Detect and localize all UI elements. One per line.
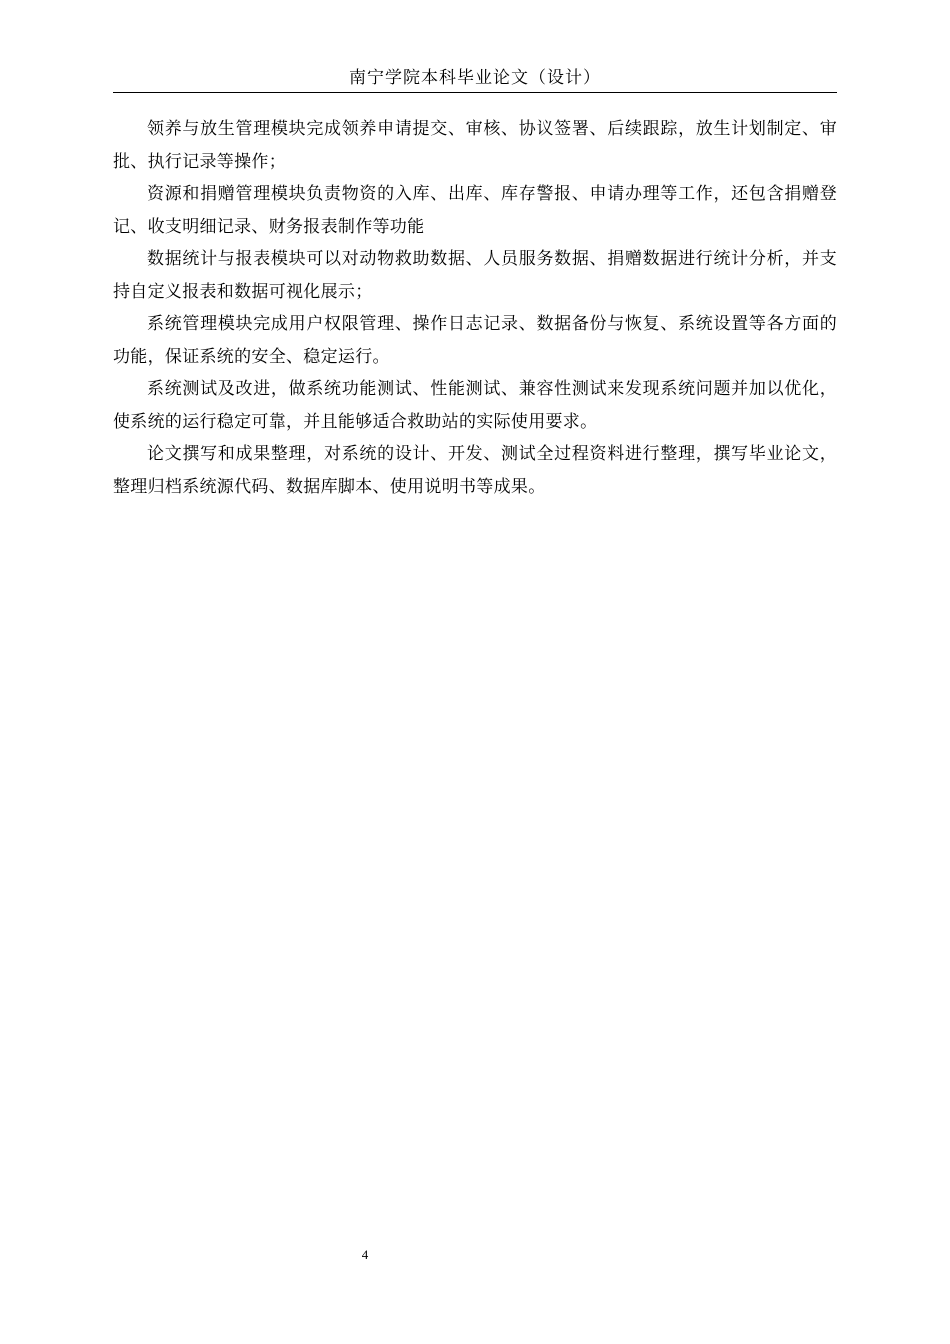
paragraph-adoption-release: 领养与放生管理模块完成领养申请提交、审核、协议签署、后续跟踪，放生计划制定、审批、执行记录等操作； [113,119,837,172]
paragraph-resource-donation: 资源和捐赠管理模块负责物资的入库、出库、库存警报、申请办理等工作，还包含捐赠登记、收支明细记录、财务报表制作等功能 [113,184,837,237]
header-title: 南宁学院本科毕业论文（设计） [349,68,601,88]
body-text [113,113,837,503]
page-header [113,64,837,93]
page-number: 4 [361,1247,369,1262]
paragraph-system-management: 系统管理模块完成用户权限管理、操作日志记录、数据备份与恢复、系统设置等各方面的功能，保证系统的安全、稳定运行。 [113,314,837,367]
paragraph-system-testing: 系统测试及改进，做系统功能测试、性能测试、兼容性测试来发现系统问题并加以优化，使系统的运行稳定可靠，并且能够适合救助站的实际使用要求。 [113,379,837,432]
paragraph-statistics-reports: 数据统计与报表模块可以对动物救助数据、人员服务数据、捐赠数据进行统计分析，并支持自定义报表和数据可视化展示； [113,249,837,302]
paragraph-thesis-writing: 论文撰写和成果整理，对系统的设计、开发、测试全过程资料进行整理，撰写毕业论文，整理归档系统源代码、数据库脚本、使用说明书等成果。 [113,444,837,497]
